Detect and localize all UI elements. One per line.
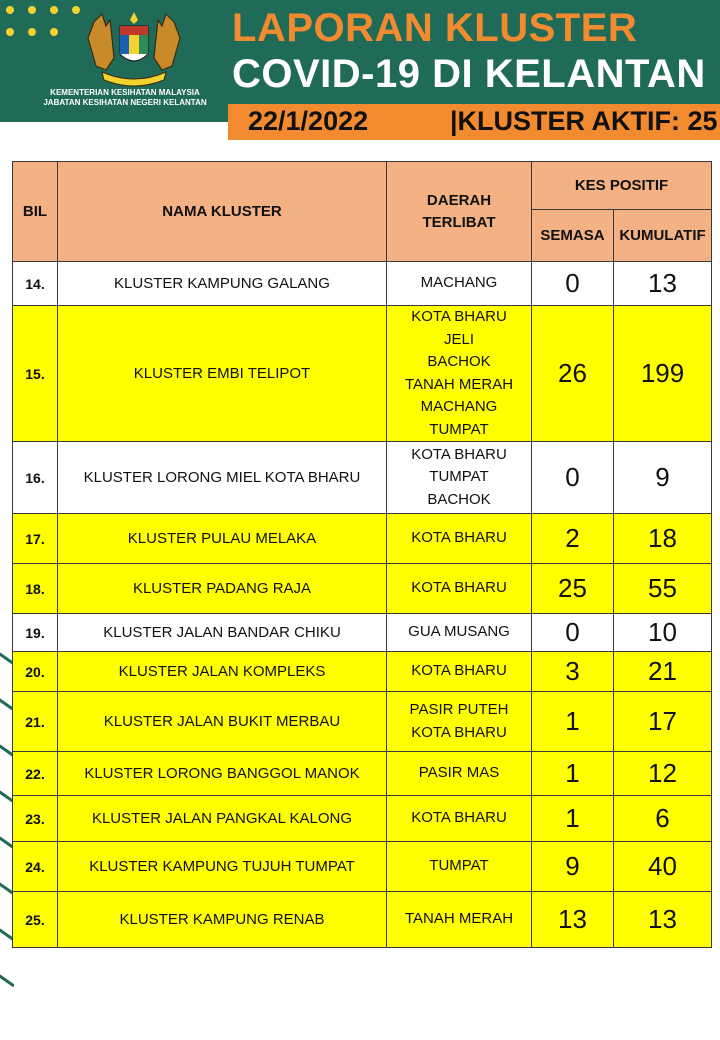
daerah-item: KOTA BHARU [411,723,507,741]
cell-daerah [387,652,532,692]
daerah-item: KOTA BHARU [411,445,507,463]
cell-nama-kluster: KLUSTER LORONG BANGGOL MANOK [58,752,387,796]
table-row [13,614,712,652]
cell-semasa: 3 [532,652,614,692]
header-kumulatif: KUMULATIF [614,210,712,262]
daerah-item: TUMPAT [429,468,489,486]
cell-bil: 20. [13,652,58,692]
cell-kumulatif: 9 [614,442,712,514]
cell-semasa: 25 [532,564,614,614]
table-row [13,652,712,692]
cell-kumulatif: 21 [614,652,712,692]
table-row [13,692,712,752]
cell-nama-kluster: KLUSTER KAMPUNG RENAB [58,892,387,948]
table-row [13,796,712,842]
daerah-item: KOTA BHARU [411,662,507,680]
daerah-item: MACHANG [420,398,498,415]
cell-bil: 19. [13,614,58,652]
header-daerah-terlibat [387,162,532,262]
daerah-item: GUA MUSANG [408,623,510,641]
cell-semasa: 1 [532,796,614,842]
report-title-line1: LAPORAN KLUSTER [232,6,638,50]
cell-bil: 14. [13,262,58,306]
cell-semasa: 9 [532,842,614,892]
cell-bil: 17. [13,514,58,564]
cell-semasa: 0 [532,262,614,306]
department-label: JABATAN KESIHATAN NEGERI KELANTAN [43,98,207,107]
cell-nama-kluster: KLUSTER KAMPUNG TUJUH TUMPAT [58,842,387,892]
cell-bil: 15. [13,306,58,442]
cell-semasa: 1 [532,752,614,796]
report-date: 22/1/2022 [248,106,369,136]
cell-semasa: 1 [532,692,614,752]
header-bil: BIL [13,162,58,262]
daerah-item: BACHOK [427,353,491,370]
daerah-item: TUMPAT [429,857,489,875]
cell-daerah [387,442,532,514]
cell-daerah [387,892,532,948]
cluster-table [12,161,712,948]
cell-daerah [387,842,532,892]
cell-daerah [387,262,532,306]
cell-daerah [387,514,532,564]
daerah-item: PASIR MAS [418,764,500,782]
table-row [13,842,712,892]
coat-of-arms-logo [72,8,196,88]
cell-semasa: 2 [532,514,614,564]
header-daerah-text: DAERAH TERLIBAT [422,191,496,231]
cell-kumulatif: 40 [614,842,712,892]
cell-kumulatif: 18 [614,514,712,564]
cell-daerah [387,614,532,652]
table-row [13,306,712,442]
daerah-item: KOTA BHARU [411,809,507,827]
cell-daerah [387,752,532,796]
cell-daerah [387,306,532,442]
daerah-item: BACHOK [427,490,491,508]
cell-nama-kluster: KLUSTER JALAN BUKIT MERBAU [58,692,387,752]
cell-semasa: 0 [532,614,614,652]
daerah-item: TANAH MERAH [404,375,514,393]
cell-bil: 24. [13,842,58,892]
cell-daerah [387,796,532,842]
cell-bil: 16. [13,442,58,514]
cell-nama-kluster: KLUSTER JALAN KOMPLEKS [58,652,387,692]
table-row [13,892,712,948]
cluster-table-body [13,262,712,948]
cell-nama-kluster: KLUSTER PULAU MELAKA [58,514,387,564]
cell-semasa: 13 [532,892,614,948]
cell-semasa: 0 [532,442,614,514]
daerah-item: TUMPAT [429,420,489,438]
daerah-item: JELI [443,330,474,348]
cell-nama-kluster: KLUSTER LORONG MIEL KOTA BHARU [58,442,387,514]
table-row [13,262,712,306]
cell-semasa: 26 [532,306,614,442]
cell-kumulatif: 55 [614,564,712,614]
cell-kumulatif: 12 [614,752,712,796]
daerah-item: PASIR PUTEH [409,701,509,718]
cell-kumulatif: 199 [614,306,712,442]
cell-nama-kluster: KLUSTER KAMPUNG GALANG [58,262,387,306]
ministry-label: KEMENTERIAN KESIHATAN MALAYSIA [50,88,200,97]
table-row [13,752,712,796]
cell-kumulatif: 10 [614,614,712,652]
table-row [13,564,712,614]
active-cluster-count: |KLUSTER AKTIF: 25 [450,106,718,136]
cell-kumulatif: 17 [614,692,712,752]
cell-bil: 21. [13,692,58,752]
cell-nama-kluster: KLUSTER PADANG RAJA [58,564,387,614]
table-row [13,442,712,514]
daerah-item: MACHANG [420,274,498,292]
header-nama-kluster: NAMA KLUSTER [58,162,387,262]
cell-bil: 25. [13,892,58,948]
cell-bil: 22. [13,752,58,796]
cell-nama-kluster: KLUSTER JALAN BANDAR CHIKU [58,614,387,652]
daerah-item: KOTA BHARU [411,579,507,597]
cell-daerah [387,564,532,614]
organization-name [20,88,230,108]
cell-kumulatif: 6 [614,796,712,842]
table-row [13,514,712,564]
daerah-item: KOTA BHARU [411,529,507,547]
daerah-item: TANAH MERAH [404,910,514,928]
report-title-line2: COVID-19 DI KELANTAN [232,52,706,96]
cell-nama-kluster: KLUSTER JALAN PANGKAL KALONG [58,796,387,842]
cell-kumulatif: 13 [614,262,712,306]
header-kes-positif: KES POSITIF [532,162,712,210]
cell-nama-kluster: KLUSTER EMBI TELIPOT [58,306,387,442]
cell-daerah [387,692,532,752]
header-semasa: SEMASA [532,210,614,262]
cell-kumulatif: 13 [614,892,712,948]
cell-bil: 23. [13,796,58,842]
daerah-item: KOTA BHARU [411,308,507,325]
cell-bil: 18. [13,564,58,614]
